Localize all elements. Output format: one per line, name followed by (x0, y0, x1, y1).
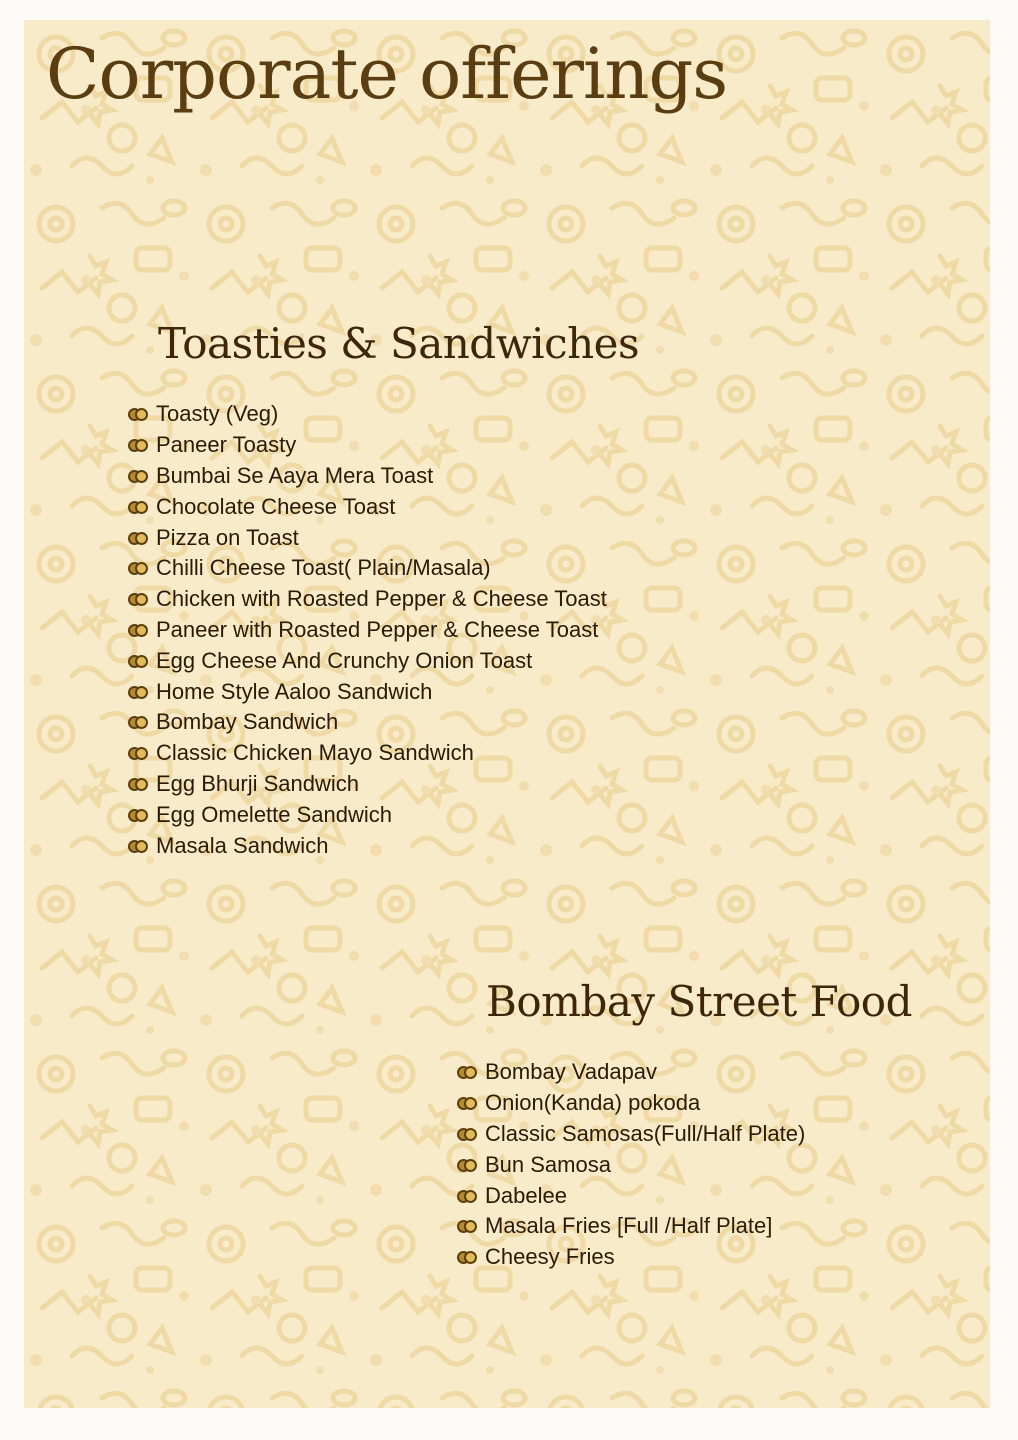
menu-item-label: Classic Chicken Mayo Sandwich (156, 740, 474, 766)
page-title: Corporate offerings (46, 33, 728, 115)
double-ring-bullet-icon (457, 1065, 479, 1079)
double-ring-bullet-icon (457, 1219, 479, 1233)
menu-item-label: Masala Fries [Full /Half Plate] (485, 1213, 773, 1239)
menu-item-label: Onion(Kanda) pokoda (485, 1090, 701, 1116)
menu-item (128, 491, 607, 522)
double-ring-bullet-icon (128, 715, 150, 729)
double-ring-bullet-icon (128, 746, 150, 760)
menu-list-toasties-sandwiches (128, 399, 607, 861)
menu-item-label: Bun Samosa (485, 1151, 611, 1177)
menu-item-label: Chicken with Roasted Pepper & Cheese Toast (156, 586, 607, 612)
double-ring-bullet-icon (128, 623, 150, 637)
menu-item-label: Bombay Vadapav (485, 1059, 658, 1085)
menu-item (128, 553, 607, 584)
menu-item-label: Paneer with Roasted Pepper & Cheese Toast (156, 616, 599, 642)
menu-item (457, 1057, 805, 1088)
menu-item (457, 1180, 805, 1211)
section-heading-bombay-street-food: Bombay Street Food (486, 977, 912, 1026)
menu-item (128, 399, 607, 430)
menu-item-label: Cheesy Fries (485, 1244, 615, 1270)
double-ring-bullet-icon (128, 561, 150, 575)
menu-item (128, 461, 607, 492)
menu-item (128, 830, 607, 861)
menu-item-label: Paneer Toasty (156, 432, 297, 458)
menu-item-label: Bombay Sandwich (156, 709, 339, 735)
menu-item-label: Egg Omelette Sandwich (156, 801, 393, 827)
double-ring-bullet-icon (128, 500, 150, 514)
menu-item-label: Masala Sandwich (156, 832, 329, 858)
menu-item (457, 1149, 805, 1180)
double-ring-bullet-icon (457, 1158, 479, 1172)
menu-item-label: Chilli Cheese Toast( Plain/Masala) (156, 555, 491, 581)
menu-item-label: Dabelee (485, 1182, 567, 1208)
menu-list-bombay-street-food (457, 1057, 805, 1273)
menu-item (128, 584, 607, 615)
double-ring-bullet-icon (128, 407, 150, 421)
menu-item (128, 799, 607, 830)
section-heading-toasties-sandwiches: Toasties & Sandwiches (158, 319, 640, 368)
menu-item (128, 430, 607, 461)
menu-item-label: Toasty (Veg) (156, 401, 279, 427)
menu-item (128, 707, 607, 738)
menu-item-label: Home Style Aaloo Sandwich (156, 678, 433, 704)
double-ring-bullet-icon (128, 592, 150, 606)
double-ring-bullet-icon (128, 531, 150, 545)
double-ring-bullet-icon (457, 1127, 479, 1141)
menu-item-label: Bumbai Se Aaya Mera Toast (156, 462, 434, 488)
menu-item (128, 676, 607, 707)
menu-item (457, 1088, 805, 1119)
menu-item (457, 1211, 805, 1242)
menu-item (128, 522, 607, 553)
double-ring-bullet-icon (128, 685, 150, 699)
double-ring-bullet-icon (457, 1096, 479, 1110)
double-ring-bullet-icon (128, 777, 150, 791)
double-ring-bullet-icon (128, 839, 150, 853)
menu-item (457, 1242, 805, 1273)
menu-item (128, 615, 607, 646)
menu-item-label: Pizza on Toast (156, 524, 299, 550)
double-ring-bullet-icon (457, 1189, 479, 1203)
menu-item-label: Chocolate Cheese Toast (156, 493, 396, 519)
menu-page (24, 20, 990, 1408)
menu-item (128, 645, 607, 676)
double-ring-bullet-icon (128, 654, 150, 668)
double-ring-bullet-icon (128, 469, 150, 483)
menu-item-label: Egg Bhurji Sandwich (156, 770, 360, 796)
menu-item (128, 738, 607, 769)
double-ring-bullet-icon (128, 808, 150, 822)
menu-item (457, 1119, 805, 1150)
menu-item-label: Egg Cheese And Crunchy Onion Toast (156, 647, 533, 673)
menu-item (128, 769, 607, 800)
double-ring-bullet-icon (128, 438, 150, 452)
menu-item-label: Classic Samosas(Full/Half Plate) (485, 1120, 806, 1146)
double-ring-bullet-icon (457, 1250, 479, 1264)
